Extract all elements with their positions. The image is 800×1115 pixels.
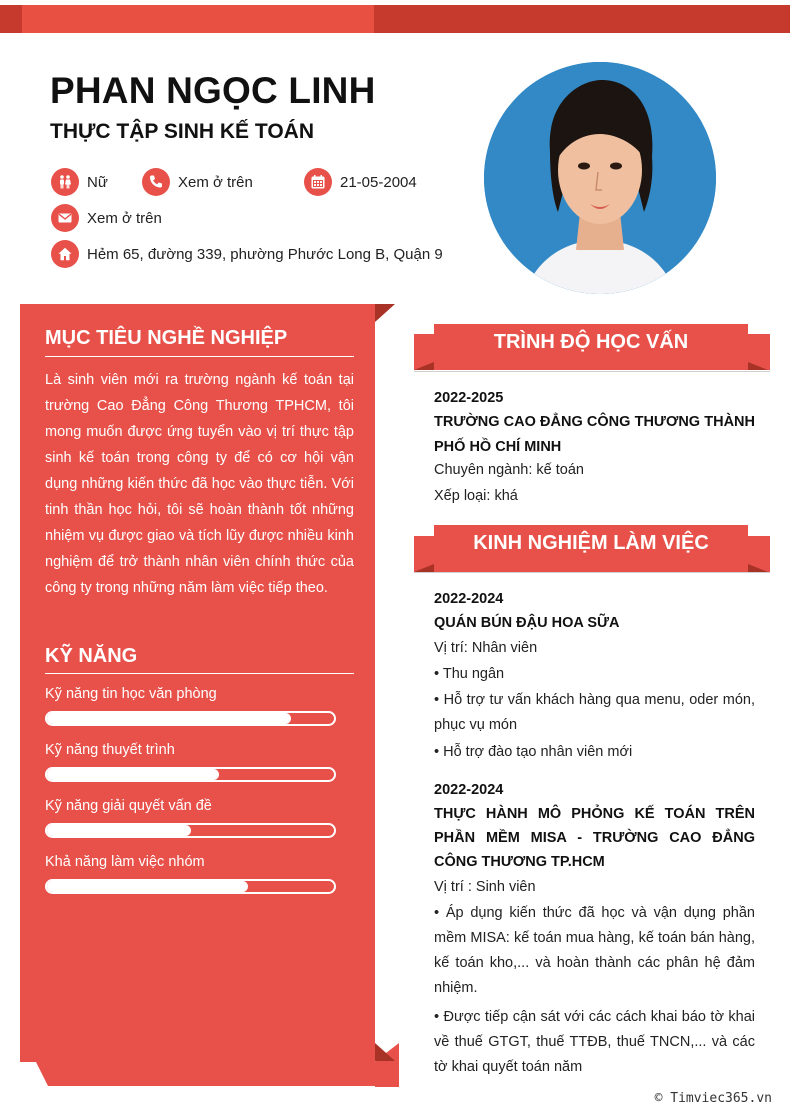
- phone-value[interactable]: Xem ở trên: [178, 173, 253, 191]
- skill-bar-fill: [47, 881, 248, 892]
- watermark: © Timviec365.vn: [654, 1091, 772, 1106]
- skill-label: Kỹ năng giải quyết vấn đề: [45, 798, 212, 814]
- job-company: THỰC HÀNH MÔ PHỎNG KẾ TOÁN TRÊN PHẦN MỀM MISA - TRƯỜNG CAO ĐẲNG CÔNG THƯƠNG TP.HCM: [434, 806, 755, 870]
- job-title: THỰC TẬP SINH KẾ TOÁN: [50, 120, 314, 143]
- job-company: QUÁN BÚN ĐẬU HOA SỮA: [434, 615, 620, 631]
- experience-title: KINH NGHIỆM LÀM VIỆC: [434, 525, 748, 561]
- skill-bar-fill: [47, 825, 191, 836]
- education-title: TRÌNH ĐỘ HỌC VẤN: [434, 324, 748, 360]
- skill-bar-fill: [47, 769, 219, 780]
- objective-divider: [45, 356, 354, 357]
- address-info: [51, 240, 443, 268]
- email-info: [51, 204, 162, 232]
- job-duty: • Thu ngân: [434, 666, 505, 682]
- email-value[interactable]: Xem ở trên: [87, 209, 162, 227]
- job-position: Vị trí : Sinh viên: [434, 879, 536, 895]
- job-period: 2022-2024: [434, 591, 504, 607]
- job-duty: • Được tiếp cận sát với các cách khai báo tờ khai về thuế GTGT, thuế TTĐB, thuế TNCN,... và các tờ khai quyết toán năm: [434, 1009, 755, 1075]
- skill-bar-fill: [47, 713, 291, 724]
- email-icon: [51, 204, 79, 232]
- education-school: TRƯỜNG CAO ĐẲNG CÔNG THƯƠNG THÀNH PHỐ HỒ CHÍ MINH: [434, 414, 755, 455]
- birthday-value: 21-05-2004: [340, 173, 417, 191]
- profile-photo: [484, 62, 716, 294]
- skill-bar: [45, 711, 336, 726]
- gender-icon: [51, 168, 79, 196]
- experience-ribbon-notch-left: [414, 564, 434, 572]
- skills-divider: [45, 673, 354, 674]
- skill-bar: [45, 879, 336, 894]
- job-period: 2022-2024: [434, 782, 504, 798]
- education-grade: Xếp loại: khá: [434, 488, 518, 504]
- education-ribbon-notch-left: [414, 362, 434, 370]
- panel-fold-bottom: [375, 1043, 395, 1061]
- experience-ribbon-notch-right: [748, 564, 768, 572]
- panel-bottom-strip: [36, 1062, 398, 1086]
- education-ribbon-notch-right: [748, 362, 768, 370]
- home-icon: [51, 240, 79, 268]
- education-major: Chuyên ngành: kế toán: [434, 462, 584, 478]
- job-position: Vị trí: Nhân viên: [434, 640, 538, 656]
- skill-label: Kỹ năng thuyết trình: [45, 742, 175, 758]
- job-duty: • Hỗ trợ tư vấn khách hàng qua menu, oder món, phục vụ món: [434, 692, 755, 733]
- birthday-info: [304, 168, 417, 196]
- panel-fold-top: [375, 304, 395, 322]
- top-bar-highlight: [22, 5, 374, 33]
- calendar-icon: [304, 168, 332, 196]
- skill-bar: [45, 767, 336, 782]
- education-period: 2022-2025: [434, 390, 504, 406]
- skill-label: Kỹ năng tin học văn phòng: [45, 686, 217, 702]
- skills-title: KỸ NĂNG: [45, 645, 138, 667]
- skill-label: Khả năng làm việc nhóm: [45, 854, 205, 870]
- objective-title: MỤC TIÊU NGHỀ NGHIỆP: [45, 327, 288, 349]
- candidate-name: PHAN NGỌC LINH: [50, 70, 376, 111]
- phone-info: [142, 168, 253, 196]
- phone-icon: [142, 168, 170, 196]
- gender-value: Nữ: [87, 173, 108, 191]
- gender-info: [51, 168, 108, 196]
- job-duty: • Áp dụng kiến thức đã học và vận dụng phần mềm MISA: kế toán mua hàng, kế toán bán hàng, kế toán kho,... và hoàn thành các phân hệ đảm nhiệm.: [434, 905, 755, 996]
- address-value: Hẻm 65, đường 339, phường Phước Long B, Quận 9: [87, 245, 443, 263]
- experience-separator: [414, 572, 770, 573]
- education-separator: [414, 371, 770, 372]
- job-duty: • Hỗ trợ đào tạo nhân viên mới: [434, 744, 633, 760]
- skill-bar: [45, 823, 336, 838]
- objective-text: Là sinh viên mới ra trường ngành kế toán tại trường Cao Đẳng Công Thương TPHCM, tôi mong muốn được ứng tuyển vào vị trí thực tập sinh kế toán trong công ty để có cơ hội vận dụng những kiến thức đã học vào thực tiễn. Với tinh thần học hỏi, tôi sẽ hoàn thành tốt những nhiệm vụ được giao và tích lũy được nhiều kinh nghiệm để trở thành nhân viên chính thức của công ty trong những năm làm việc tiếp theo.: [45, 372, 354, 596]
